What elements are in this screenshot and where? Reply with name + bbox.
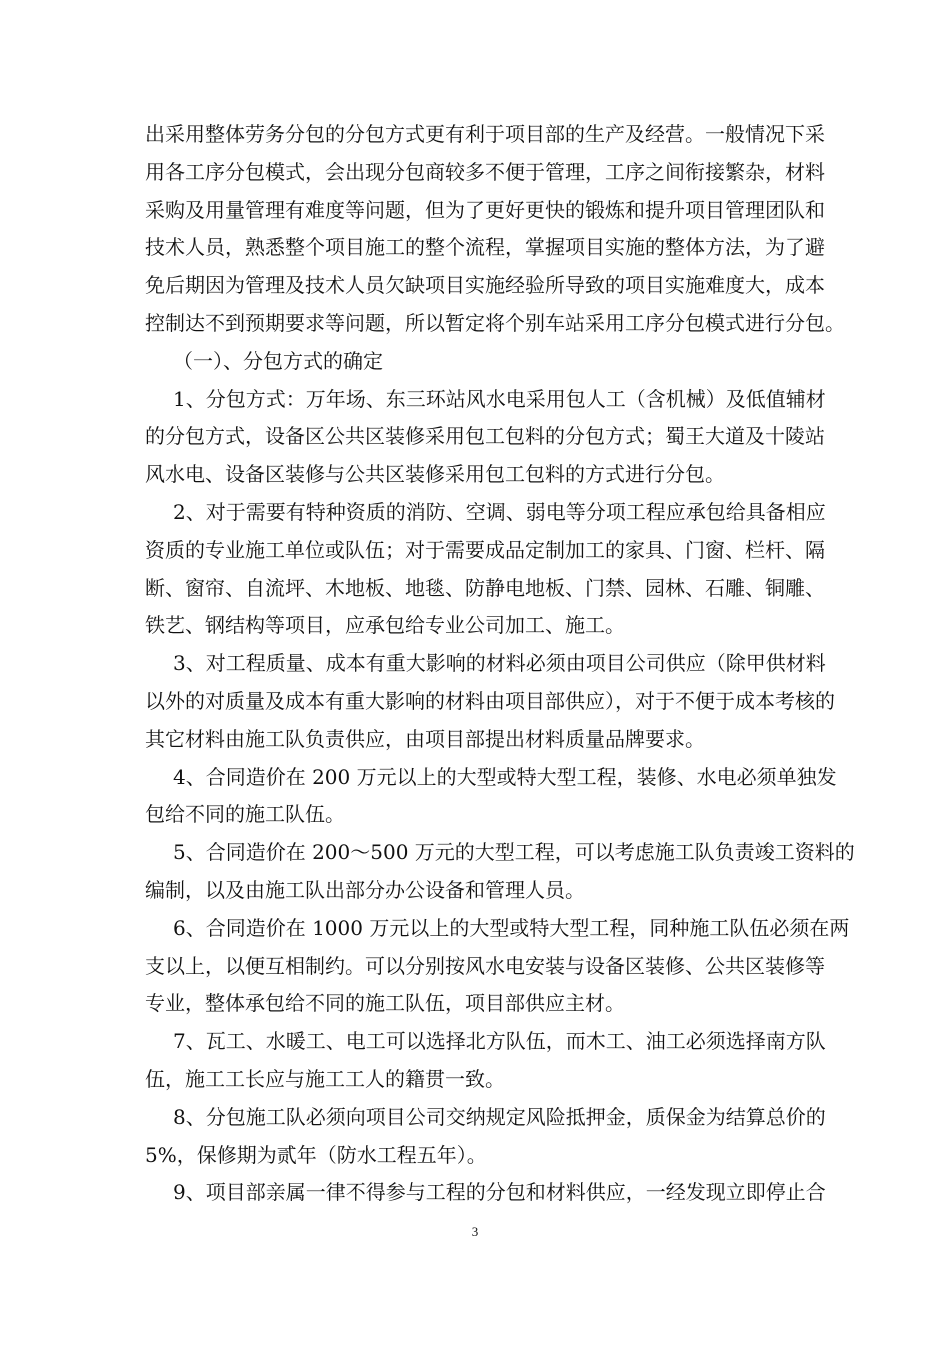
list-item-line: 5%，保修期为贰年（防水工程五年）。 [145,1142,487,1167]
list-item-line: 资质的专业施工单位或队伍；对于需要成品定制加工的家具、门窗、栏杆、隔 [145,537,825,562]
document-body [145,116,855,1212]
list-item-line: 专业，整体承包给不同的施工队伍，项目部供应主材。 [145,991,625,1016]
page-number: 3 [471,1224,479,1239]
list-item-line: 2、对于需要有特种资质的消防、空调、弱电等分项工程应承包给具备相应 [173,499,826,524]
list-item-line: 7、瓦工、水暖工、电工可以选择北方队伍，而木工、油工必须选择南方队 [173,1029,826,1054]
list-item-line: 6、合同造价在 1000 万元以上的大型或特大型工程，同种施工队伍必须在两 [173,915,850,940]
paragraph-line: 免后期因为管理及技术人员欠缺项目实施经验所导致的项目实施难度大，成本 [145,273,825,298]
list-item-line: 编制，以及由施工队出部分办公设备和管理人员。 [145,877,585,902]
list-item-line: 5、合同造价在 200～500 万元的大型工程，可以考虑施工队负责竣工资料的 [173,840,855,865]
list-item-line: 支以上，以便互相制约。可以分别按风水电安装与设备区装修、公共区装修等 [145,953,825,978]
section-heading: （一）、分包方式的确定 [173,348,383,373]
list-item-line: 断、窗帘、自流坪、木地板、地毯、防静电地板、门禁、园林、石雕、铜雕、 [145,575,825,600]
list-item-line: 3、对工程质量、成本有重大影响的材料必须由项目公司供应（除甲供材料 [173,651,826,676]
list-item-line: 9、项目部亲属一律不得参与工程的分包和材料供应，一经发现立即停止合 [173,1180,826,1205]
list-item-line: 的分包方式，设备区公共区装修采用包工包料的分包方式；蜀王大道及十陵站 [145,424,825,449]
paragraph-line: 技术人员，熟悉整个项目施工的整个流程，掌握项目实施的整体方法，为了避 [145,235,825,260]
list-item-line: 伍，施工工长应与施工工人的籍贯一致。 [145,1066,505,1091]
list-item-line: 以外的对质量及成本有重大影响的材料由项目部供应），对于不便于成本考核的 [145,688,835,713]
list-item-line: 4、合同造价在 200 万元以上的大型或特大型工程，装修、水电必须单独发 [173,764,837,789]
list-item-line: 包给不同的施工队伍。 [145,802,345,827]
list-item-line: 铁艺、钢结构等项目，应承包给专业公司加工、施工。 [145,613,625,638]
paragraph-line: 用各工序分包模式，会出现分包商较多不便于管理，工序之间衔接繁杂，材料 [145,159,825,184]
paragraph-line: 控制达不到预期要求等问题，所以暂定将个别车站采用工序分包模式进行分包。 [145,310,845,335]
paragraph-line: 采购及用量管理有难度等问题，但为了更好更快的锻炼和提升项目管理团队和 [145,197,825,222]
list-item-line: 1、分包方式：万年场、东三环站风水电采用包人工（含机械）及低值辅材 [173,386,826,411]
list-item-line: 风水电、设备区装修与公共区装修采用包工包料的方式进行分包。 [145,462,725,487]
paragraph-line: 出采用整体劳务分包的分包方式更有利于项目部的生产及经营。一般情况下采 [145,122,825,146]
list-item-line: 8、分包施工队必须向项目公司交纳规定风险抵押金，质保金为结算总价的 [173,1104,826,1129]
list-item-line: 其它材料由施工队负责供应，由项目部提出材料质量品牌要求。 [145,726,705,751]
